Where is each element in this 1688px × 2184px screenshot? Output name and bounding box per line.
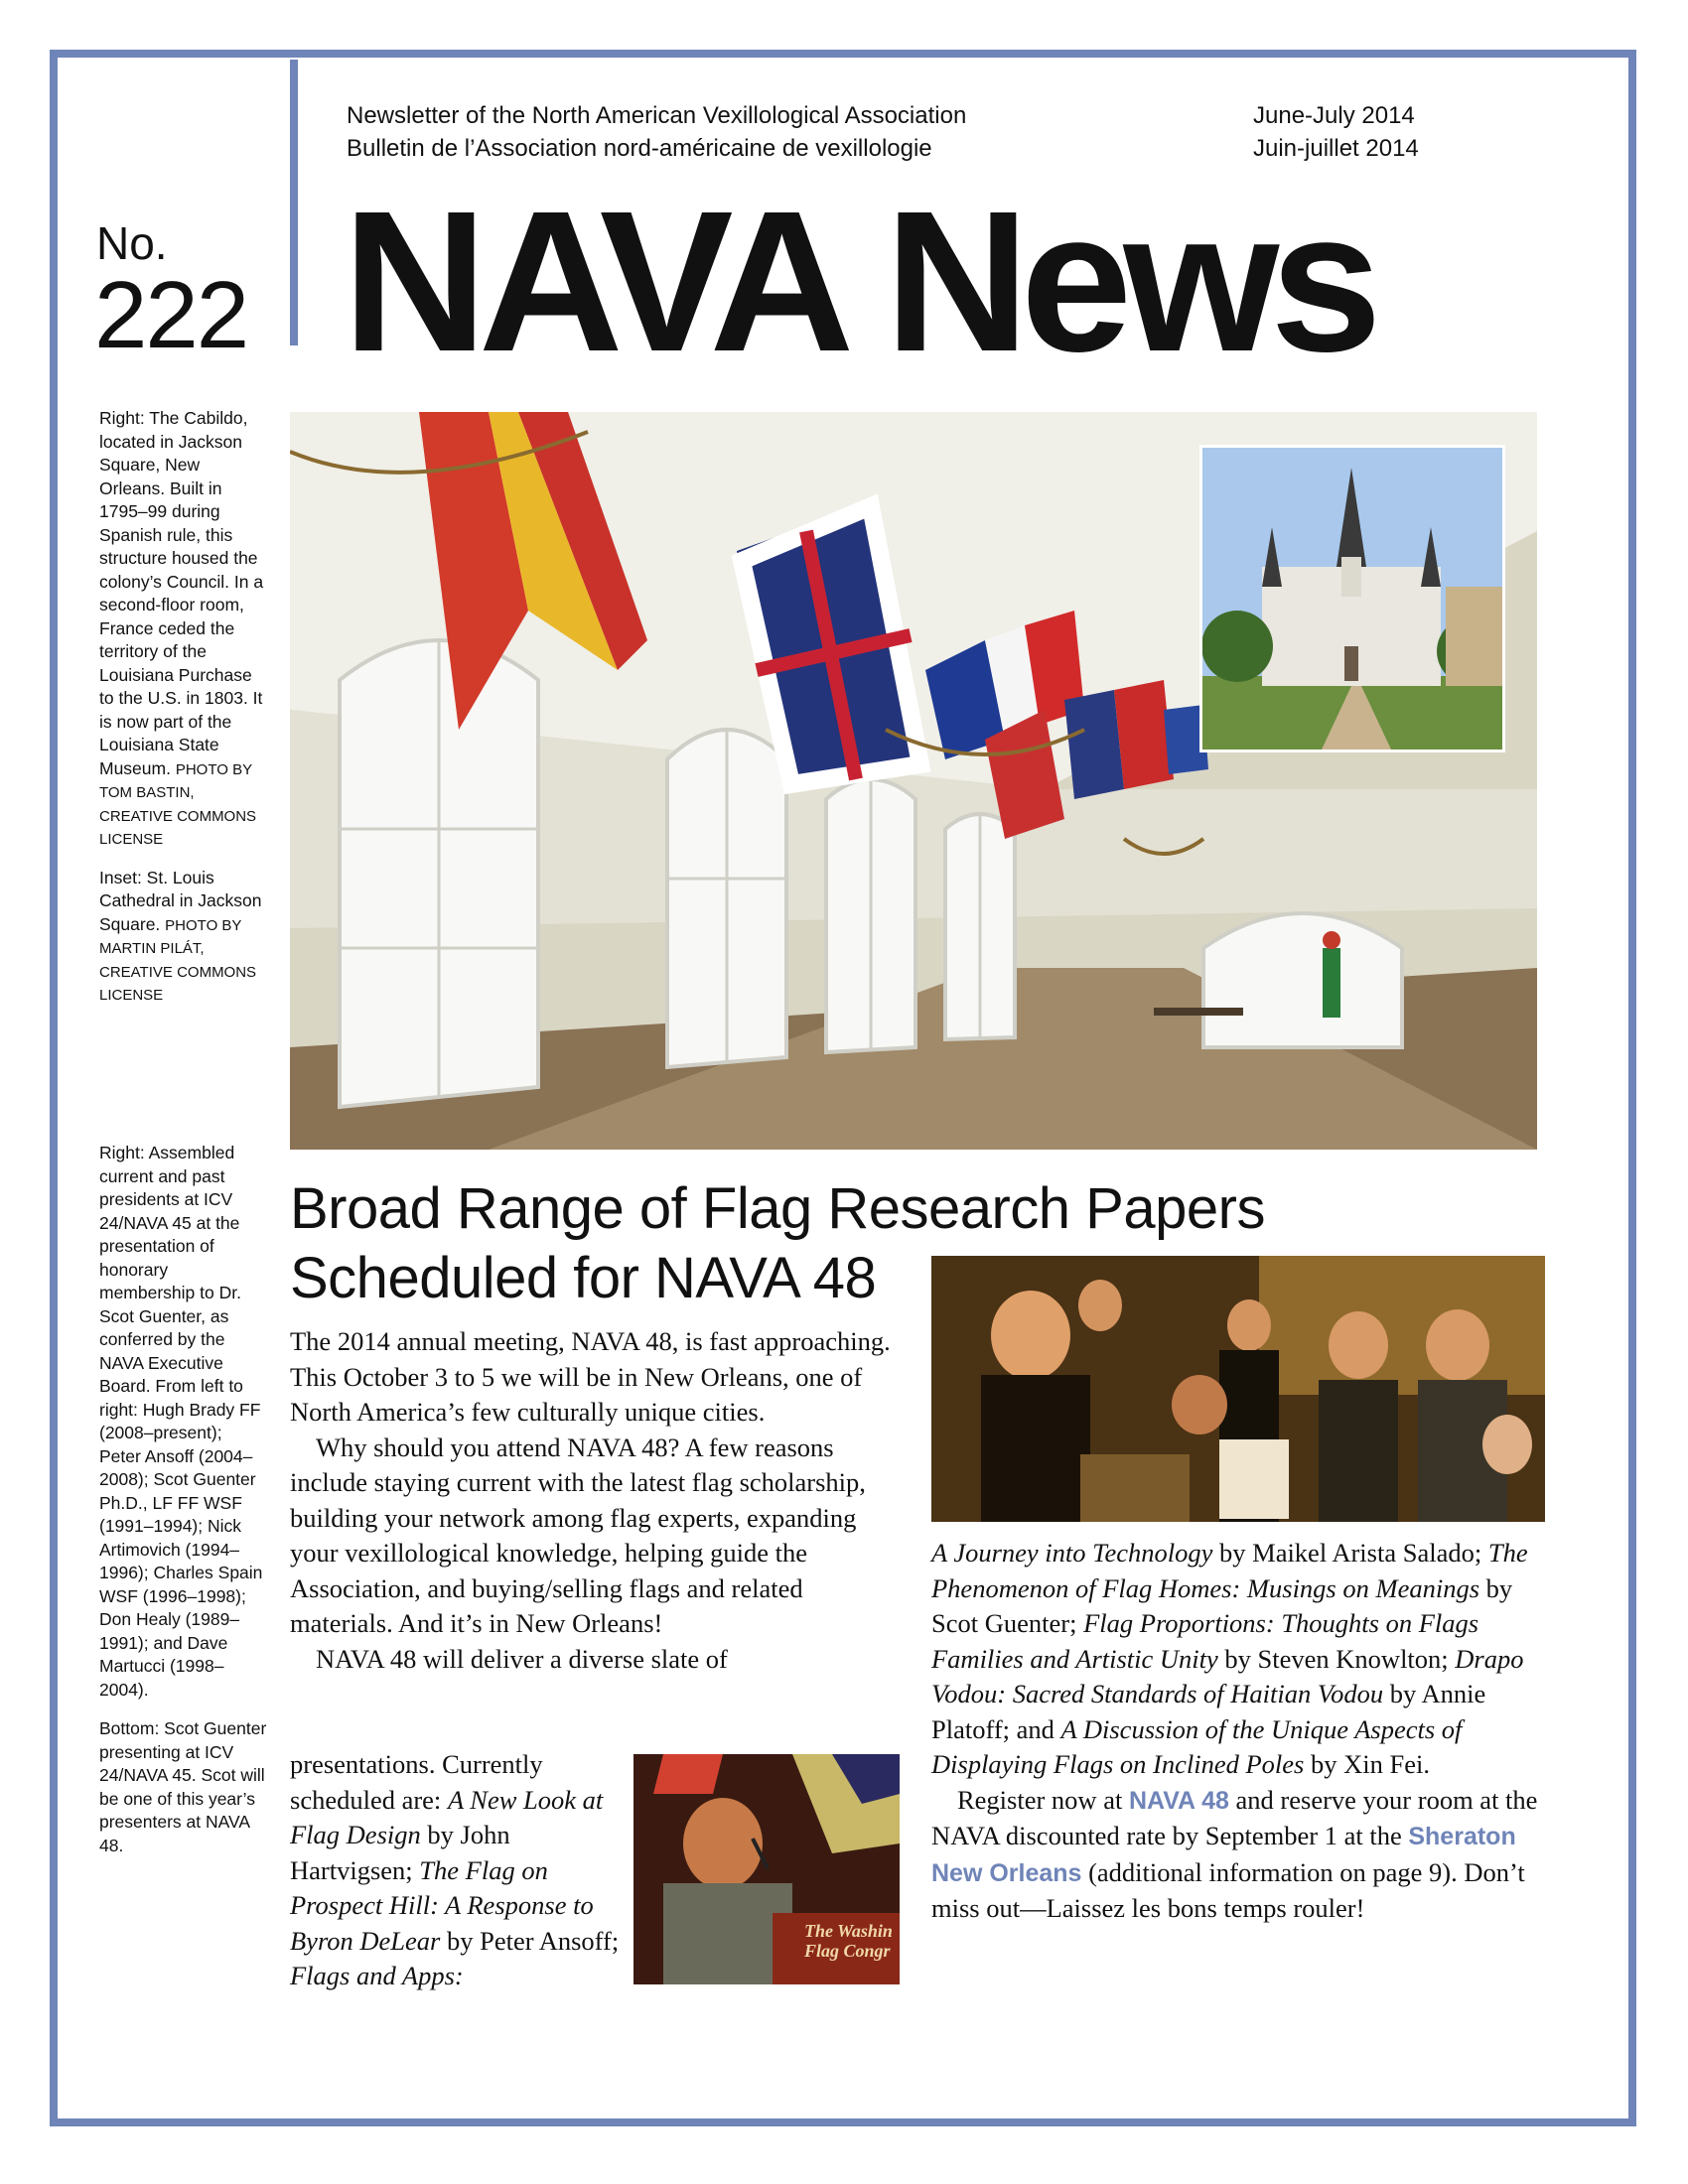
newsletter-subtitle-en: Newsletter of the North American Vexillological Association [347,102,967,129]
cathedral-inset-photo [1199,445,1505,752]
article-headline: Broad Range of Flag Research Papers Scheduled for NAVA 48 [290,1176,1265,1310]
presidents-photo [931,1256,1545,1522]
speaker-photo [633,1754,900,1984]
paper-author-4: by Scot Guenter; [931,1572,1513,1638]
issue-label: No. [96,217,168,269]
paper-title-2: The Flag on Prospect Hill: A Response to Byron DeLear [290,1854,594,1956]
nava48-link[interactable]: NAVA 48 [1128,1786,1229,1815]
paper-title-1: A New Look at Flag Design [290,1784,604,1849]
newsletter-title: NAVA News [343,169,1373,393]
paper-author-3: by Maikel Arista Salado; [1219,1538,1482,1568]
paragraph-intro: The 2014 annual meeting, NAVA 48, is fast approaching. This October 3 to 5 we will be in New Orleans, one of North America’s few culturally unique cities. [290,1326,891,1427]
sheraton-link[interactable]: Sheraton New Orleans [931,1823,1516,1887]
register-text-b: and reserve your room at the NAVA discounted rate by September 1 at the [931,1784,1538,1850]
article-column-1-lower [290,1747,628,1994]
caption-presidents [99,1142,268,1873]
paper-title-5: Flag Proportions: Thoughts on Flags Families and Artistic Unity [931,1608,1479,1674]
caption-cabildo-credit: PHOTO BY TOM BASTIN, CREATIVE COMMONS LICENSE [99,760,257,848]
paper-title-7: A Discussion of the Unique Aspects of Displaying Flags on Inclined Poles [931,1713,1463,1779]
paragraph-presentations-lead: presentations. Currently scheduled are: [290,1749,543,1815]
paper-title-3-end: A Journey into Technology [931,1538,1213,1568]
paper-author-2: by Peter Ansoff; [447,1925,620,1956]
podium-sign-text: The Washin Flag Congr [804,1921,893,1961]
caption-inset-text: Inset: St. Louis Cathedral in Jackson Square. [99,867,262,934]
article-column-1 [290,1324,906,1677]
caption-presidents-text: Right: Assembled current and past presidents at ICV 24/NAVA 45 at the presentation of honorary membership to Dr. Scot Guenter, as conferred by the NAVA Executive Board. From left to right: Hugh Brady FF (2008–present); Peter Ansoff (2004–2008); Scot Guenter Ph.D., LF FF WSF (1991–1994); Nick Artimovich (1994–1996); Charles Spain WSF (1996–1998); Don Healy (1989–1991); and Dave Martucci (1998–2004). [99,1143,263,1700]
newsletter-subtitle-fr: Bulletin de l’Association nord-américaine de vexillologie [347,135,932,162]
paper-author-1: by John Hartvigsen; [290,1820,510,1885]
article-column-2 [931,1536,1547,1927]
caption-cabildo-text: Right: The Cabildo, located in Jackson Square, New Orleans. Built in 1795–99 during Spanish rule, this structure housed the colony’s Council. In a second-floor room, France ceded the territory of the Louisiana Purchase to the U.S. in 1803. It is now part of the Louisiana State Museum. [99,408,264,778]
paper-title-3-start: Flags and Apps: [290,1961,464,1990]
register-text-a: Register now at [957,1784,1123,1815]
paper-author-6: by Annie Platoff; and [931,1679,1486,1744]
caption-bottom-text: Bottom: Scot Guenter presenting at ICV 24/NAVA 45. Scot will be one of this year’s presenters at NAVA 48. [99,1718,267,1855]
caption-inset-credit: PHOTO BY MARTIN PILÁT, CREATIVE COMMONS LICENSE [99,916,257,1004]
paper-author-5: by Steven Knowlton; [1224,1643,1449,1674]
register-text-c: (additional information on page 9). Don’t miss out—Laissez les bons temps rouler! [931,1856,1525,1923]
issue-date-fr: Juin-juillet 2014 [1253,135,1419,162]
issue-date-en: June-July 2014 [1253,102,1415,129]
paper-title-6: Drapo Vodou: Sacred Standards of Haitian Vodou [931,1643,1524,1708]
masthead-divider [290,60,298,345]
issue-number: 222 [94,262,248,368]
paper-title-4: The Phenomenon of Flag Homes: Musings on Meanings [931,1538,1528,1603]
paragraph-why-attend: Why should you attend NAVA 48? A few reasons include staying current with the latest flag scholarship, building your network among flag experts, expanding your vexillological knowledge, helping guide the Association, and buying/selling flags and related materials. And it’s in New Orleans! [290,1432,866,1638]
paragraph-slate-intro: NAVA 48 will deliver a diverse slate of [316,1643,728,1674]
paper-author-7: by Xin Fei. [1311,1749,1430,1779]
caption-cabildo [99,407,268,1023]
